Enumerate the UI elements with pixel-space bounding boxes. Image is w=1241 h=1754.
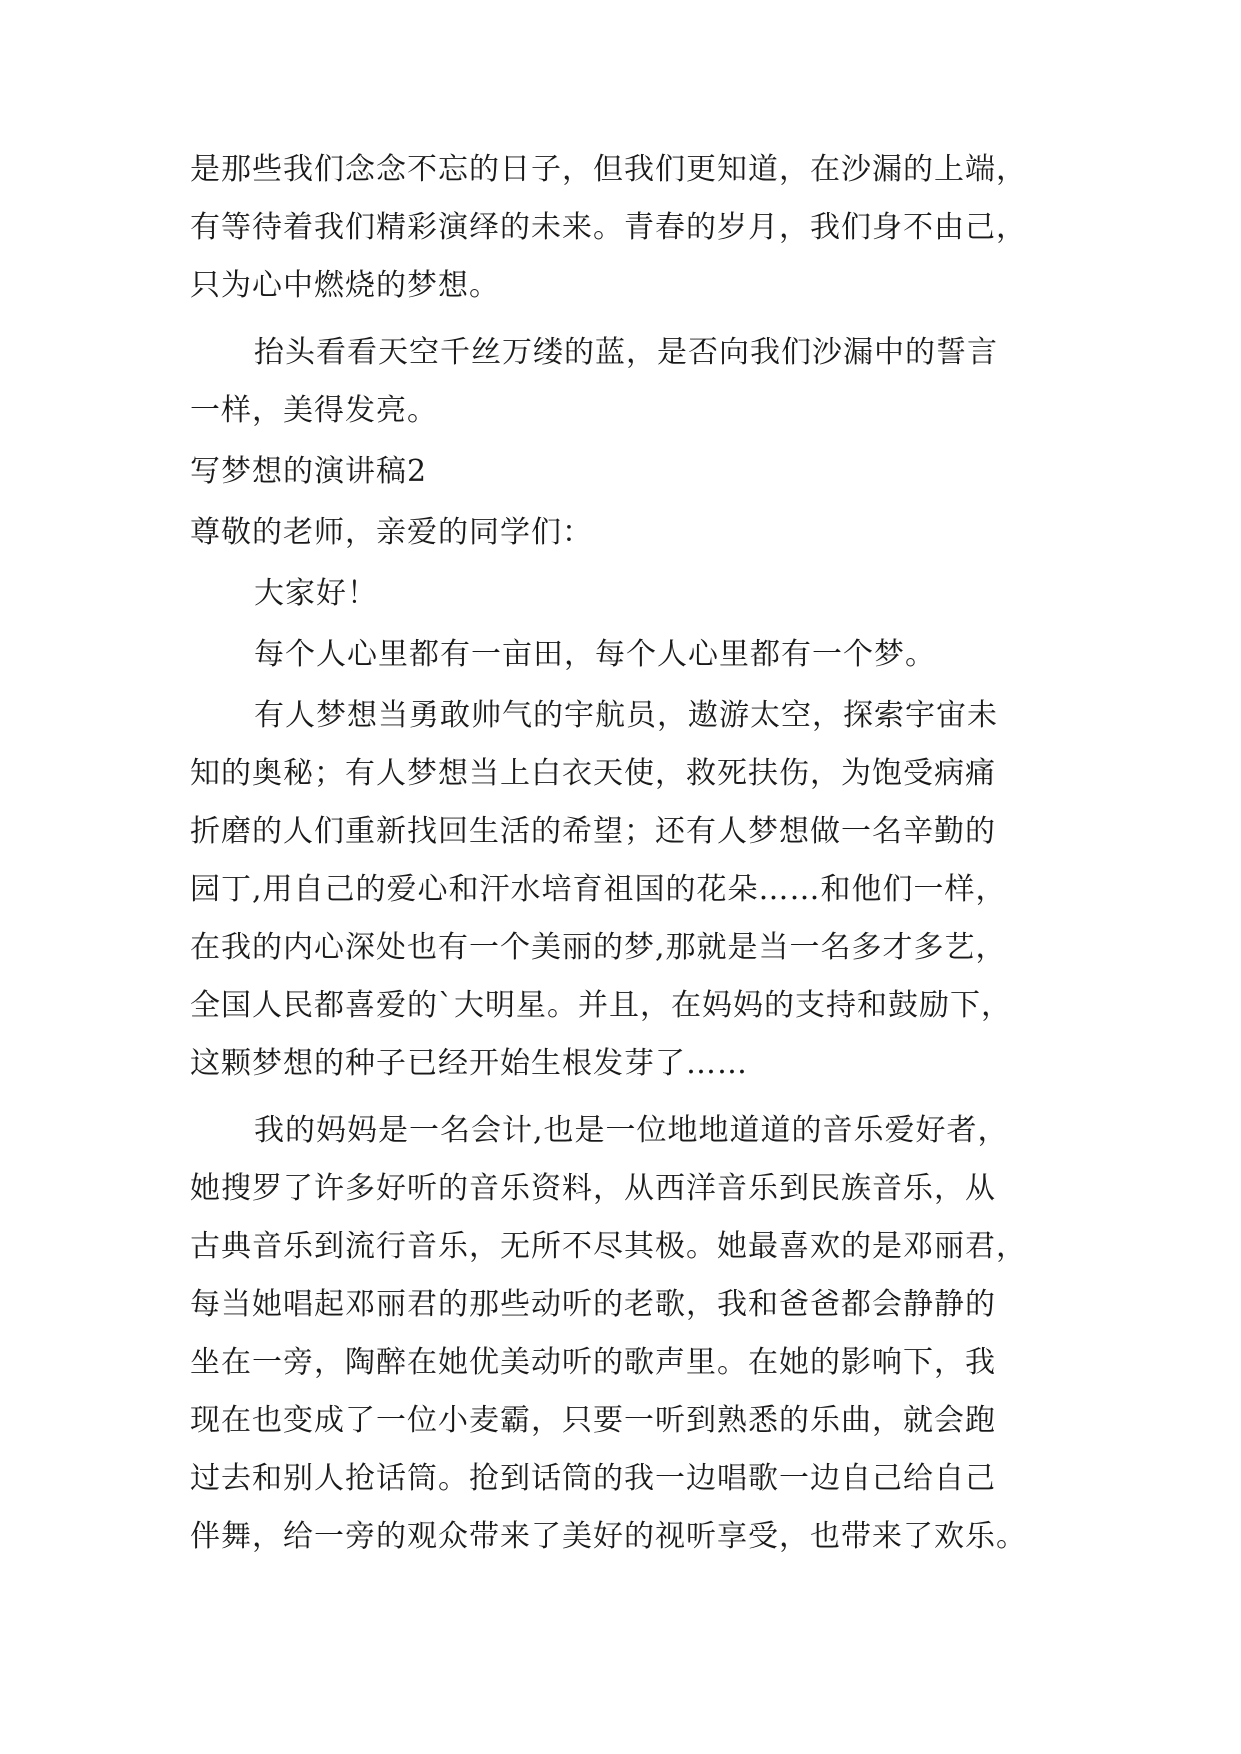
text-line: 坐在一旁，陶醉在她优美动听的歌声里。在她的影响下，我 xyxy=(190,1345,996,1380)
section-heading: 写梦想的演讲稿2 xyxy=(190,454,428,489)
text-line: 这颗梦想的种子已经开始生根发芽了…… xyxy=(190,1046,748,1081)
text-line: 有人梦想当勇敢帅气的宇航员，遨游太空，探索宇宙未 xyxy=(254,698,998,733)
text-line: 抬头看看天空千丝万缕的蓝，是否向我们沙漏中的誓言 xyxy=(254,335,998,370)
text-line: 现在也变成了一位小麦霸，只要一听到熟悉的乐曲，就会跑 xyxy=(190,1403,996,1438)
text-line: 知的奥秘；有人梦想当上白衣天使，救死扶伤，为饱受病痛 xyxy=(190,756,996,791)
text-line: 折磨的人们重新找回生活的希望；还有人梦想做一名辛勤的 xyxy=(190,814,996,849)
text-line: 只为心中燃烧的梦想。 xyxy=(190,268,500,303)
text-line: 伴舞，给一旁的观众带来了美好的视听享受，也带来了欢乐。 xyxy=(190,1519,1027,1554)
text-line: 过去和别人抢话筒。抢到话筒的我一边唱歌一边自己给自己 xyxy=(190,1461,996,1496)
text-line: 是那些我们念念不忘的日子，但我们更知道，在沙漏的上端， xyxy=(190,152,1027,187)
text-line: 全国人民都喜爱的`大明星。并且，在妈妈的支持和鼓励下， xyxy=(190,988,1012,1023)
salutation: 尊敬的老师，亲爱的同学们： xyxy=(190,515,593,550)
text-line: 有等待着我们精彩演绎的未来。青春的岁月，我们身不由己， xyxy=(190,210,1027,245)
text-line: 我的妈妈是一名会计,也是一位地地道道的音乐爱好者， xyxy=(254,1113,1009,1148)
text-line: 她搜罗了许多好听的音乐资料，从西洋音乐到民族音乐，从 xyxy=(190,1171,996,1206)
text-line: 一样，美得发亮。 xyxy=(190,393,438,428)
text-line: 古典音乐到流行音乐，无所不尽其极。她最喜欢的是邓丽君， xyxy=(190,1229,1027,1264)
text-line: 每当她唱起邓丽君的那些动听的老歌，我和爸爸都会静静的 xyxy=(190,1287,996,1322)
greeting: 大家好！ xyxy=(254,576,378,611)
text-line: 每个人心里都有一亩田，每个人心里都有一个梦。 xyxy=(254,637,936,672)
text-line: 园丁,用自己的爱心和汗水培育祖国的花朵……和他们一样， xyxy=(190,872,1007,907)
text-line: 在我的内心深处也有一个美丽的梦,那就是当一名多才多艺， xyxy=(190,930,1007,965)
